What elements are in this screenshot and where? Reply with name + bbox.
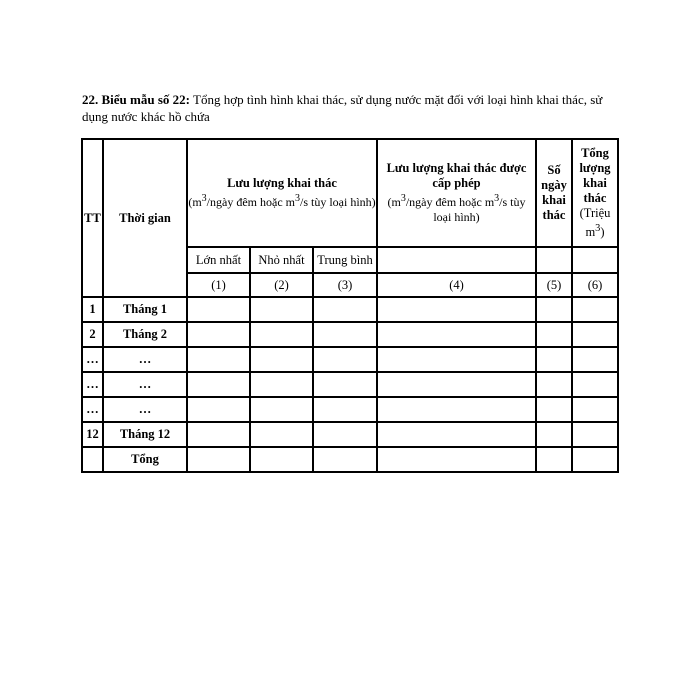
cell xyxy=(572,297,618,322)
cell xyxy=(82,447,103,472)
form-title: Tổng hợp tình hình khai thác, sử dụng nước mặt đối với loại hình khai thác, sử dụng nước khác hồ chứa xyxy=(82,92,603,124)
cell xyxy=(313,422,377,447)
header-tt: TT xyxy=(82,139,103,297)
cell xyxy=(250,447,313,472)
cell xyxy=(187,447,250,472)
header-licensed-unit: ($m^3$/ngày đêm hoặc $m^3/s$ tùy loại hình) xyxy=(387,193,526,224)
table-row xyxy=(82,397,618,422)
cell xyxy=(187,422,250,447)
cell xyxy=(377,422,536,447)
header-flow-unit: ($m^3$/ngày đêm hoặc $m^3/s$ tùy loại hình) xyxy=(188,193,376,209)
cell xyxy=(572,447,618,472)
subheader-empty xyxy=(572,247,618,273)
cell xyxy=(313,447,377,472)
subheader-empty xyxy=(536,247,572,273)
row-tt: … xyxy=(82,372,103,397)
cell xyxy=(536,347,572,372)
header-days: Số ngày khai thác xyxy=(536,139,572,247)
row-tt: 2 xyxy=(82,322,103,347)
cell xyxy=(313,397,377,422)
row-tt: … xyxy=(82,397,103,422)
column-number: (3) xyxy=(313,273,377,297)
cell xyxy=(536,447,572,472)
column-number: (6) xyxy=(572,273,618,297)
cell xyxy=(536,297,572,322)
header-time: Thời gian xyxy=(103,139,187,297)
cell xyxy=(377,347,536,372)
total-row xyxy=(82,447,618,472)
row-time: Tháng 2 xyxy=(103,322,187,347)
cell xyxy=(572,322,618,347)
total-label: Tổng xyxy=(103,447,187,472)
table-row xyxy=(82,422,618,447)
form-heading xyxy=(82,91,622,125)
header-total xyxy=(572,139,618,247)
form-number: 22. Biểu mẫu số 22: xyxy=(82,92,190,107)
cell xyxy=(536,372,572,397)
row-time: … xyxy=(103,372,187,397)
subheader-empty xyxy=(377,247,536,273)
row-time: … xyxy=(103,397,187,422)
cell xyxy=(572,397,618,422)
cell xyxy=(536,322,572,347)
cell xyxy=(250,422,313,447)
column-number: (5) xyxy=(536,273,572,297)
subheader-avg: Trung bình xyxy=(313,247,377,273)
subheader-min: Nhỏ nhất xyxy=(250,247,313,273)
row-tt: … xyxy=(82,347,103,372)
row-time: … xyxy=(103,347,187,372)
cell xyxy=(313,347,377,372)
column-number: (1) xyxy=(187,273,250,297)
table-row xyxy=(82,372,618,397)
cell xyxy=(377,372,536,397)
cell xyxy=(377,297,536,322)
water-usage-table xyxy=(81,138,619,473)
column-number: (2) xyxy=(250,273,313,297)
table-row xyxy=(82,297,618,322)
cell xyxy=(377,397,536,422)
row-tt: 12 xyxy=(82,422,103,447)
cell xyxy=(572,372,618,397)
table-row xyxy=(82,347,618,372)
header-total-title: Tổng lượng khai thác xyxy=(579,145,611,205)
cell xyxy=(250,297,313,322)
cell xyxy=(536,397,572,422)
column-number: (4) xyxy=(377,273,536,297)
row-time: Tháng 1 xyxy=(103,297,187,322)
cell xyxy=(377,447,536,472)
cell xyxy=(313,297,377,322)
table-row xyxy=(82,322,618,347)
header-total-unit: (Triệu $m^3$) xyxy=(579,205,611,240)
subheader-max: Lớn nhất xyxy=(187,247,250,273)
header-flow-title: Lưu lượng khai thác xyxy=(227,176,337,190)
cell xyxy=(250,372,313,397)
row-time: Tháng 12 xyxy=(103,422,187,447)
cell xyxy=(250,322,313,347)
cell xyxy=(187,347,250,372)
cell xyxy=(187,297,250,322)
cell xyxy=(187,372,250,397)
cell xyxy=(536,422,572,447)
cell xyxy=(250,347,313,372)
cell xyxy=(187,397,250,422)
row-tt: 1 xyxy=(82,297,103,322)
header-flow xyxy=(187,139,377,247)
cell xyxy=(313,372,377,397)
cell xyxy=(250,397,313,422)
header-row xyxy=(82,139,618,247)
header-licensed-flow xyxy=(377,139,536,247)
cell xyxy=(187,322,250,347)
header-licensed-title: Lưu lượng khai thác được cấp phép xyxy=(386,161,527,190)
cell xyxy=(313,322,377,347)
cell xyxy=(572,422,618,447)
cell xyxy=(572,347,618,372)
cell xyxy=(377,322,536,347)
